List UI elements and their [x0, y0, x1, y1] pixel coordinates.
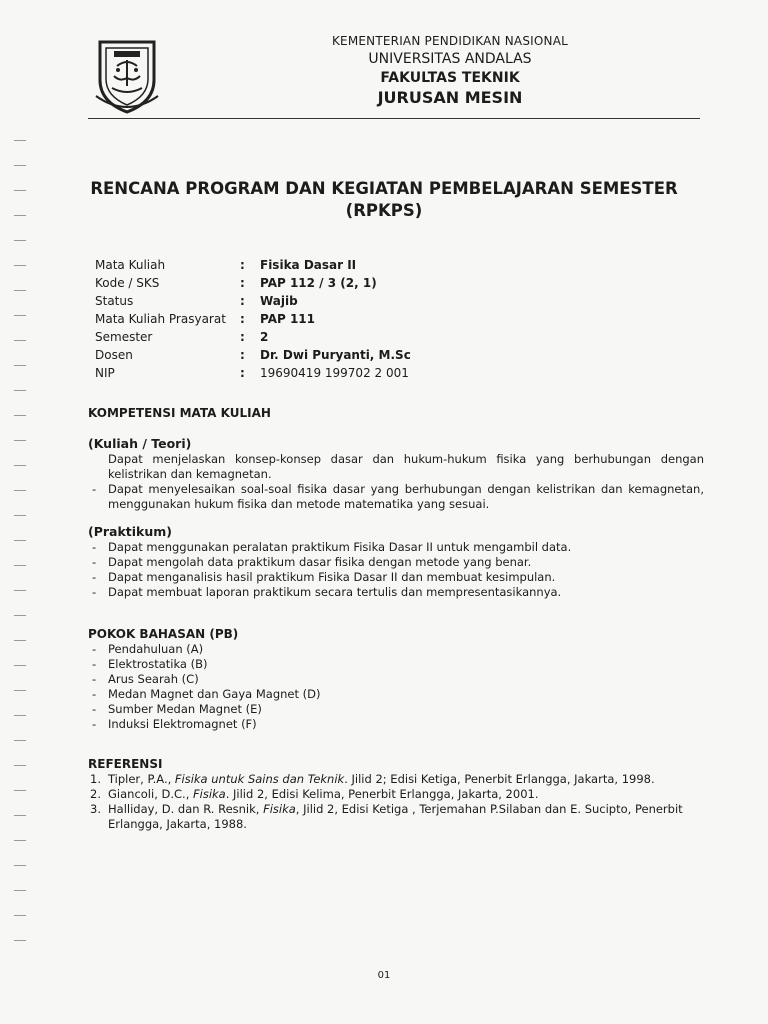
- list-item: Dapat menjelaskan konsep-konsep dasar dan hukum-hukum fisika yang berhubungan dengan kelistrikan dan kemagnetan.: [108, 452, 704, 481]
- info-label: Kode / SKS: [95, 276, 160, 290]
- info-row: [95, 346, 560, 364]
- list-item: - Induksi Elektromagnet (F): [92, 717, 257, 731]
- subsection-heading: (Kuliah / Teori): [88, 436, 192, 451]
- info-label: Dosen: [95, 348, 133, 362]
- list-item: - Dapat membuat laporan praktikum secara tertulis dan mempresentasikannya.: [92, 585, 562, 599]
- letterhead: [300, 34, 600, 107]
- kuliah-subsection: [88, 436, 704, 512]
- info-row: [95, 256, 560, 274]
- info-colon: :: [240, 312, 245, 326]
- section-heading: REFERENSI: [88, 757, 163, 771]
- info-value: 19690419 199702 2 001: [260, 366, 409, 380]
- praktikum-subsection: [88, 524, 704, 600]
- page-number: 01: [377, 970, 391, 981]
- department-name: JURUSAN MESIN: [377, 88, 523, 107]
- kompetensi-section: [88, 406, 704, 421]
- info-value: PAP 111: [260, 312, 316, 326]
- info-value: PAP 112 / 3 (2, 1): [260, 276, 377, 290]
- university-name: UNIVERSITAS ANDALAS: [368, 51, 532, 67]
- title-line-1: RENCANA PROGRAM DAN KEGIATAN PEMBELAJARAN SEMESTER: [90, 179, 678, 198]
- info-value: 2: [260, 330, 269, 344]
- info-label: Status: [95, 294, 134, 308]
- info-colon: :: [240, 276, 245, 290]
- info-label: Mata Kuliah: [95, 258, 166, 272]
- list-item: - Dapat mengolah data praktikum dasar fisika dengan metode yang benar.: [92, 555, 532, 569]
- info-label: Mata Kuliah Prasyarat: [95, 312, 226, 326]
- info-colon: :: [240, 348, 245, 362]
- info-row: [95, 310, 560, 328]
- info-colon: :: [240, 294, 245, 308]
- university-crest-icon: [92, 36, 162, 116]
- info-colon: :: [240, 258, 245, 272]
- subsection-heading: (Praktikum): [88, 524, 172, 539]
- info-colon: :: [240, 330, 245, 344]
- ministry-name: KEMENTERIAN PENDIDIKAN NASIONAL: [331, 34, 569, 48]
- info-row: [95, 364, 560, 382]
- pokok-bahasan-section: [88, 627, 704, 732]
- list-item: - Dapat menggunakan peralatan praktikum Fisika Dasar II untuk mengambil data.: [92, 540, 572, 554]
- info-row: [95, 292, 560, 310]
- info-row: [95, 274, 560, 292]
- faculty-name: FAKULTAS TEKNIK: [380, 70, 520, 86]
- title-line-2: (RPKPS): [345, 201, 423, 220]
- info-value: Fisika Dasar II: [260, 258, 357, 272]
- referensi-section: [88, 757, 704, 832]
- list-item: - Dapat menganalisis hasil praktikum Fisika Dasar II dan membuat kesimpulan.: [92, 570, 556, 584]
- info-label: Semester: [95, 330, 153, 344]
- info-value: Dr. Dwi Puryanti, M.Sc: [260, 348, 411, 362]
- reference-item: 1. Tipler, P.A., Fisika untuk Sains dan Teknik. Jilid 2; Edisi Ketiga, Penerbit Erlangga, Jakarta, 1998.: [90, 772, 655, 786]
- list-item: - Elektrostatika (B): [92, 657, 208, 671]
- info-value: Wajib: [260, 294, 298, 308]
- list-item: - Sumber Medan Magnet (E): [92, 702, 262, 716]
- list-item: - Arus Searah (C): [92, 672, 199, 686]
- info-colon: :: [240, 366, 245, 380]
- list-item: - Medan Magnet dan Gaya Magnet (D): [92, 687, 321, 701]
- list-item: - Dapat menyelesaikan soal-soal fisika dasar yang berhubungan dengan kelistrikan dan kemagnetan, menggunakan hukum fisika dan metode matematika yang sesuai.: [92, 482, 704, 511]
- section-heading: KOMPETENSI MATA KULIAH: [88, 406, 271, 420]
- document-title: [60, 178, 708, 222]
- section-heading: POKOK BAHASAN (PB): [88, 627, 239, 641]
- reference-item: 2. Giancoli, D.C., Fisika. Jilid 2, Edisi Kelima, Penerbit Erlangga, Jakarta, 2001.: [90, 787, 539, 801]
- course-info-table: [95, 256, 560, 382]
- reference-item: 3. Halliday, D. dan R. Resnik, Fisika, Jilid 2, Edisi Ketiga , Terjemahan P.Silaban dan E. Sucipto, Penerbit Erlangga, Jakarta, 1988.: [90, 802, 683, 831]
- list-item: - Pendahuluan (A): [92, 642, 204, 656]
- header-divider: [88, 118, 700, 119]
- scan-margin-marks: [14, 140, 28, 965]
- info-row: [95, 328, 560, 346]
- info-label: NIP: [95, 366, 115, 380]
